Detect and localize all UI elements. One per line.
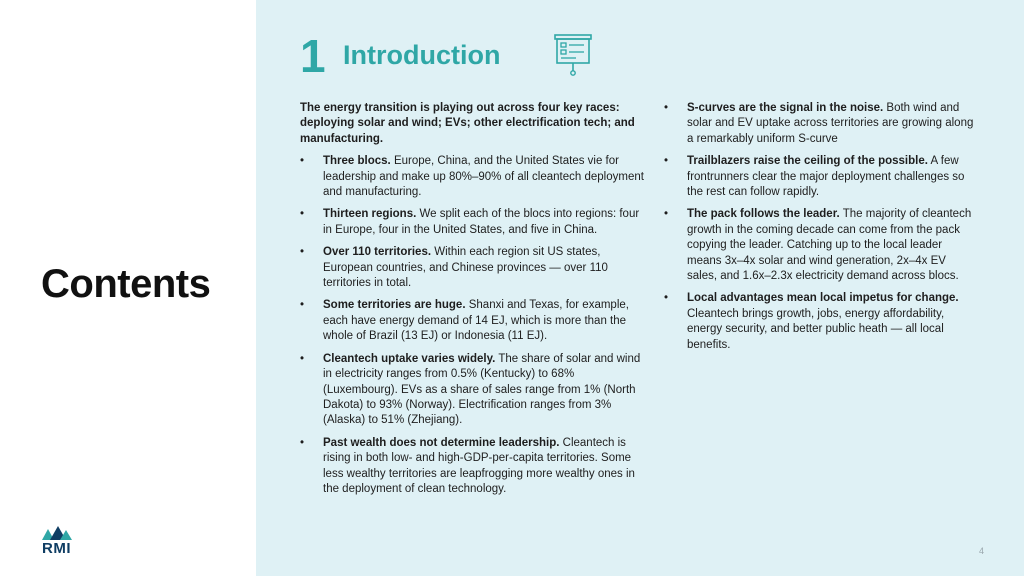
bullet-text: Shanxi and Texas, for example, each have energy demand of 14 EJ, which is more than the whole of Brazil (13 EJ) or Indonesia (11 EJ). (323, 299, 629, 343)
bullet-text: The majority of cleantech growth in the coming decade can come from the pack copying the leader. Catching up to the local leader means 3x–4x solar and wind generation, 2x–4x EV sales, and 1.6x–2.3x electricity demand across blocs. (687, 208, 972, 283)
section-title: Introduction (343, 40, 501, 70)
list-item (300, 298, 650, 344)
bullet-text: Europe, China, and the United States vie for leadership and make up 80%–90% of all cleantech deployment and manufacturing. (323, 155, 644, 199)
bullet-heading: S-curves are the signal in the noise. (687, 102, 884, 114)
bullet-heading: Over 110 territories. (323, 246, 432, 259)
list-item (300, 154, 650, 200)
list-item (664, 154, 974, 200)
list-item (300, 352, 650, 429)
list-item (664, 101, 974, 147)
bullet-heading: Three blocs. (323, 155, 391, 168)
bullet-text: Both wind and solar and EV uptake across territories are growing along a remarkably uniform S-curve (687, 102, 974, 145)
right-text-column (664, 101, 974, 360)
list-item (664, 207, 974, 284)
bullet-text: Within each region sit US states, European countries, and Chinese provinces — over 110 territories in total. (323, 246, 608, 290)
intro-paragraph: The energy transition is playing out across four key races: deploying solar and wind; EVs; other electrification tech; and manufacturing. (300, 102, 635, 145)
bullet-text: A few frontrunners clear the major deployment challenges so the rest can follow rapidly. (687, 155, 965, 199)
list-item (300, 436, 650, 498)
right-bullet-list (664, 101, 974, 353)
bullet-heading: Trailblazers raise the ceiling of the possible. (687, 155, 928, 168)
left-bullet-list (300, 154, 650, 497)
bullet-heading: Local advantages mean local impetus for change. (687, 292, 959, 305)
rmi-mountain-icon (42, 524, 82, 541)
section-number: 1 (300, 30, 326, 82)
bullet-heading: Cleantech uptake varies widely. (323, 352, 496, 365)
bullet-text: Cleantech is rising in both low- and high-GDP-per-capita territories. Some less wealthy territories are leapfrogging more wealthy ones in the deployment of clean technology. (323, 436, 635, 495)
left-text-column (300, 101, 650, 504)
bullet-heading: The pack follows the leader. (687, 208, 840, 221)
rmi-logo (42, 524, 82, 560)
contents-sidebar (0, 0, 256, 576)
presentation-board-icon (552, 33, 594, 77)
bullet-heading: Some territories are huge. (323, 299, 466, 312)
bullet-heading: Thirteen regions. (323, 208, 417, 221)
list-item (300, 245, 650, 291)
bullet-text: Cleantech brings growth, jobs, energy affordability, energy security, and better public heath — all local benefits. (687, 307, 945, 351)
list-item (664, 291, 974, 353)
bullet-heading: Past wealth does not determine leadership. (323, 436, 560, 449)
bullet-text: We split each of the blocs into regions: four in Europe, four in the United States, and five in China. (323, 208, 640, 236)
list-item (300, 207, 650, 238)
rmi-logo-text: RMI (42, 540, 71, 557)
contents-title: Contents (41, 262, 211, 306)
page-number: 4 (979, 546, 985, 556)
bullet-text: The share of solar and wind in electricity ranges from 0.5% (Kentucky) to 68% (Luxembourg). EVs as a share of sales range from 1% (North Dakota) to 93% (Norway). Electrification ranges from 3% (Alaska) to 51% (Zhejiang). (323, 352, 641, 427)
